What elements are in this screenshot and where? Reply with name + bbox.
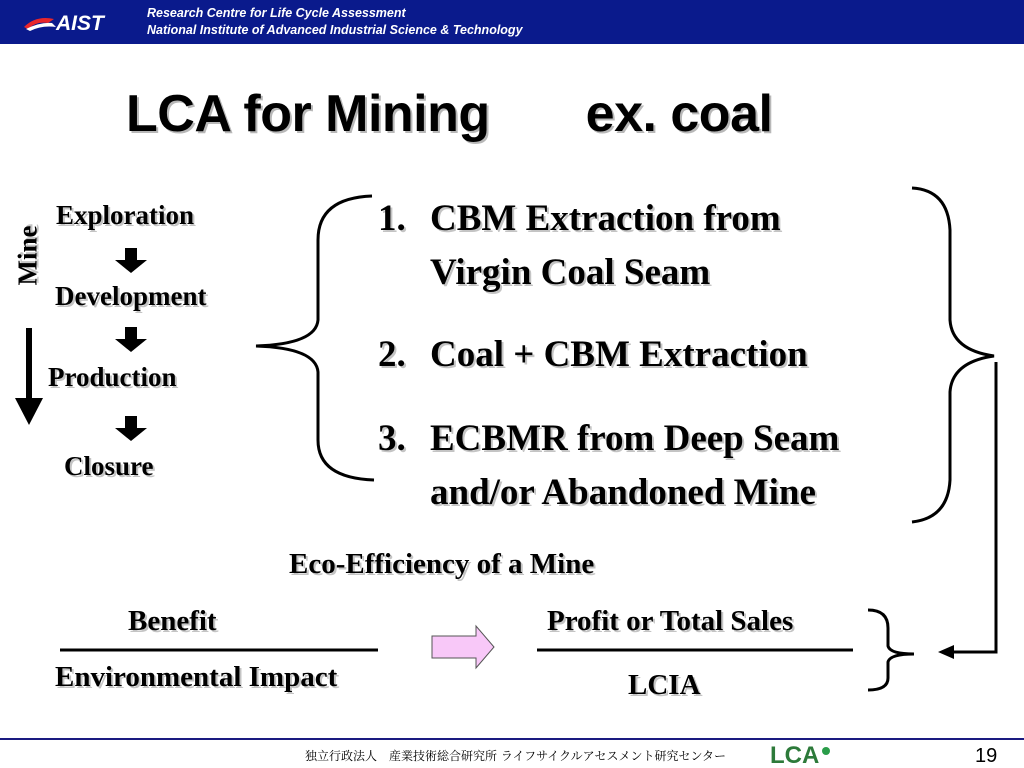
option-3-line2: and/or Abandoned Mine bbox=[430, 472, 816, 513]
title-example: ex. coal bbox=[585, 85, 773, 143]
option-1-line2: Virgin Coal Seam bbox=[430, 252, 711, 293]
down-arrow-icon bbox=[115, 416, 147, 441]
right-brace bbox=[912, 188, 994, 522]
option-2-line1: Coal + CBM Extraction bbox=[430, 334, 808, 375]
title-main: LCA for Mining bbox=[126, 85, 490, 143]
right-arrow-icon bbox=[432, 626, 494, 668]
stage-exploration: Exploration bbox=[56, 200, 195, 230]
environmental-impact-label: Environmental Impact bbox=[55, 661, 338, 693]
stage-production: Production bbox=[48, 362, 177, 392]
left-brace bbox=[256, 196, 374, 480]
org-name-line1: Research Centre for Life Cycle Assessment bbox=[147, 6, 406, 20]
option-3-number: 3. bbox=[378, 418, 406, 459]
option-3-line1: ECBMR from Deep Seam bbox=[430, 418, 840, 459]
footer-org-name: 独立行政法人 産業技術総合研究所 ライフサイクルアセスメント研究センター bbox=[305, 749, 727, 763]
lca-logo bbox=[768, 741, 834, 767]
down-arrow-icon bbox=[115, 327, 147, 352]
connector-arrow bbox=[938, 362, 996, 659]
lca-logo-text: LCA bbox=[770, 742, 820, 767]
page-number: 19 bbox=[975, 745, 998, 767]
eco-efficiency-heading: Eco-Efficiency of a Mine bbox=[289, 548, 595, 580]
profit-label: Profit or Total Sales bbox=[547, 605, 794, 637]
stage-closure: Closure bbox=[64, 451, 154, 481]
stage-development: Development bbox=[55, 281, 207, 311]
org-name-line2: National Institute of Advanced Industrial Science & Technology bbox=[147, 23, 523, 37]
option-1-number: 1. bbox=[378, 198, 406, 239]
footer-divider bbox=[0, 738, 1024, 740]
mine-timeline-arrow bbox=[15, 328, 43, 425]
small-right-brace bbox=[868, 610, 914, 690]
lcia-label: LCIA bbox=[628, 669, 701, 701]
benefit-label: Benefit bbox=[128, 605, 217, 637]
logo-text: AIST bbox=[56, 12, 104, 35]
down-arrow-icon bbox=[115, 248, 147, 273]
option-1-line1: CBM Extraction from bbox=[430, 198, 781, 239]
option-2-number: 2. bbox=[378, 334, 406, 375]
mine-axis-label: Mine bbox=[12, 225, 43, 286]
